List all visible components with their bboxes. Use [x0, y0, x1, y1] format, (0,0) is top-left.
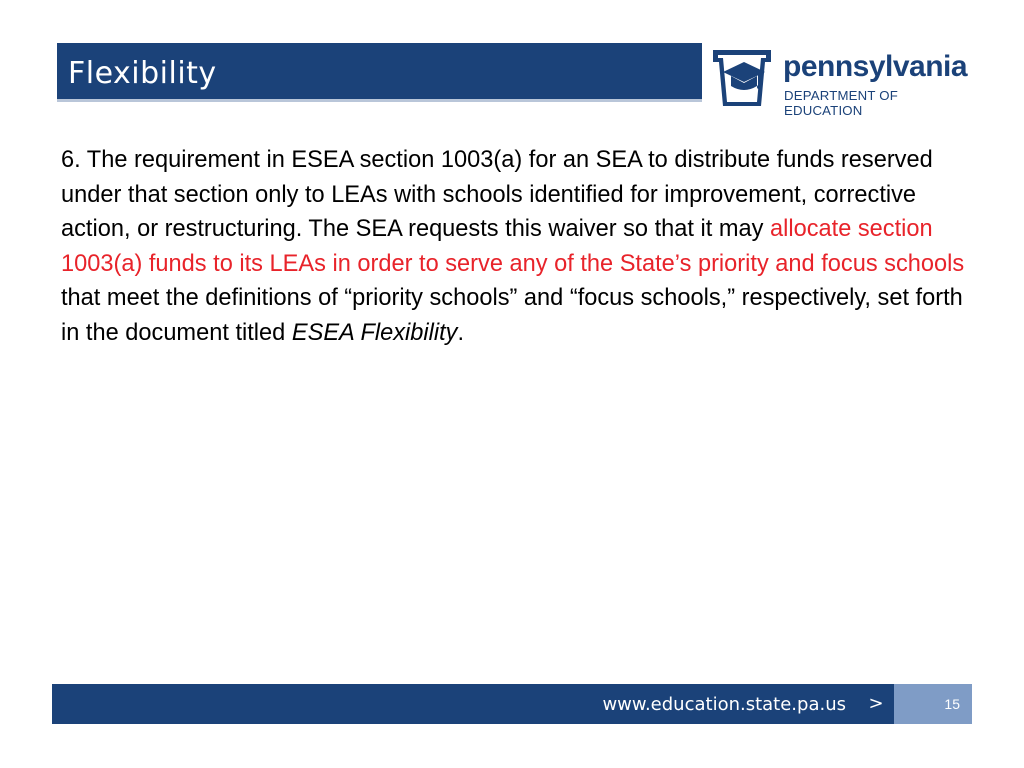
- keystone-graduation-cap-icon: [709, 46, 775, 110]
- footer-bar: [52, 684, 972, 724]
- slide-body-text: [61, 143, 981, 351]
- page-number: 15: [894, 684, 972, 724]
- pa-education-logo: [709, 46, 979, 118]
- body-text-part-3: .: [457, 319, 465, 346]
- logo-department: DEPARTMENT OF EDUCATION: [784, 88, 898, 118]
- body-italic-title: ESEA Flexibility: [291, 319, 458, 346]
- next-slide-button[interactable]: >: [868, 693, 884, 714]
- body-text-part-1: 6. The requirement in ESEA section 1003(a) for an SEA to distribute funds reserved under that section only to LEAs with schools identified for improvement, corrective action, or restructuring. The SEA requests this waiver so that it may: [61, 147, 933, 243]
- slide-title: Flexibility: [68, 56, 217, 91]
- footer-url-link[interactable]: www.education.state.pa.us: [602, 694, 846, 715]
- title-bar: [57, 43, 702, 102]
- body-highlight-text: allocate section 1003(a) funds to its LEAs in order to serve any of the State’s priority and focus schools: [61, 216, 965, 277]
- body-text-part-2: that meet the definitions of “priority schools” and “focus schools,” respectively, set forth in the document titled: [61, 285, 963, 346]
- logo-wordmark: pennsylvania: [783, 50, 968, 83]
- title-divider: [57, 99, 702, 102]
